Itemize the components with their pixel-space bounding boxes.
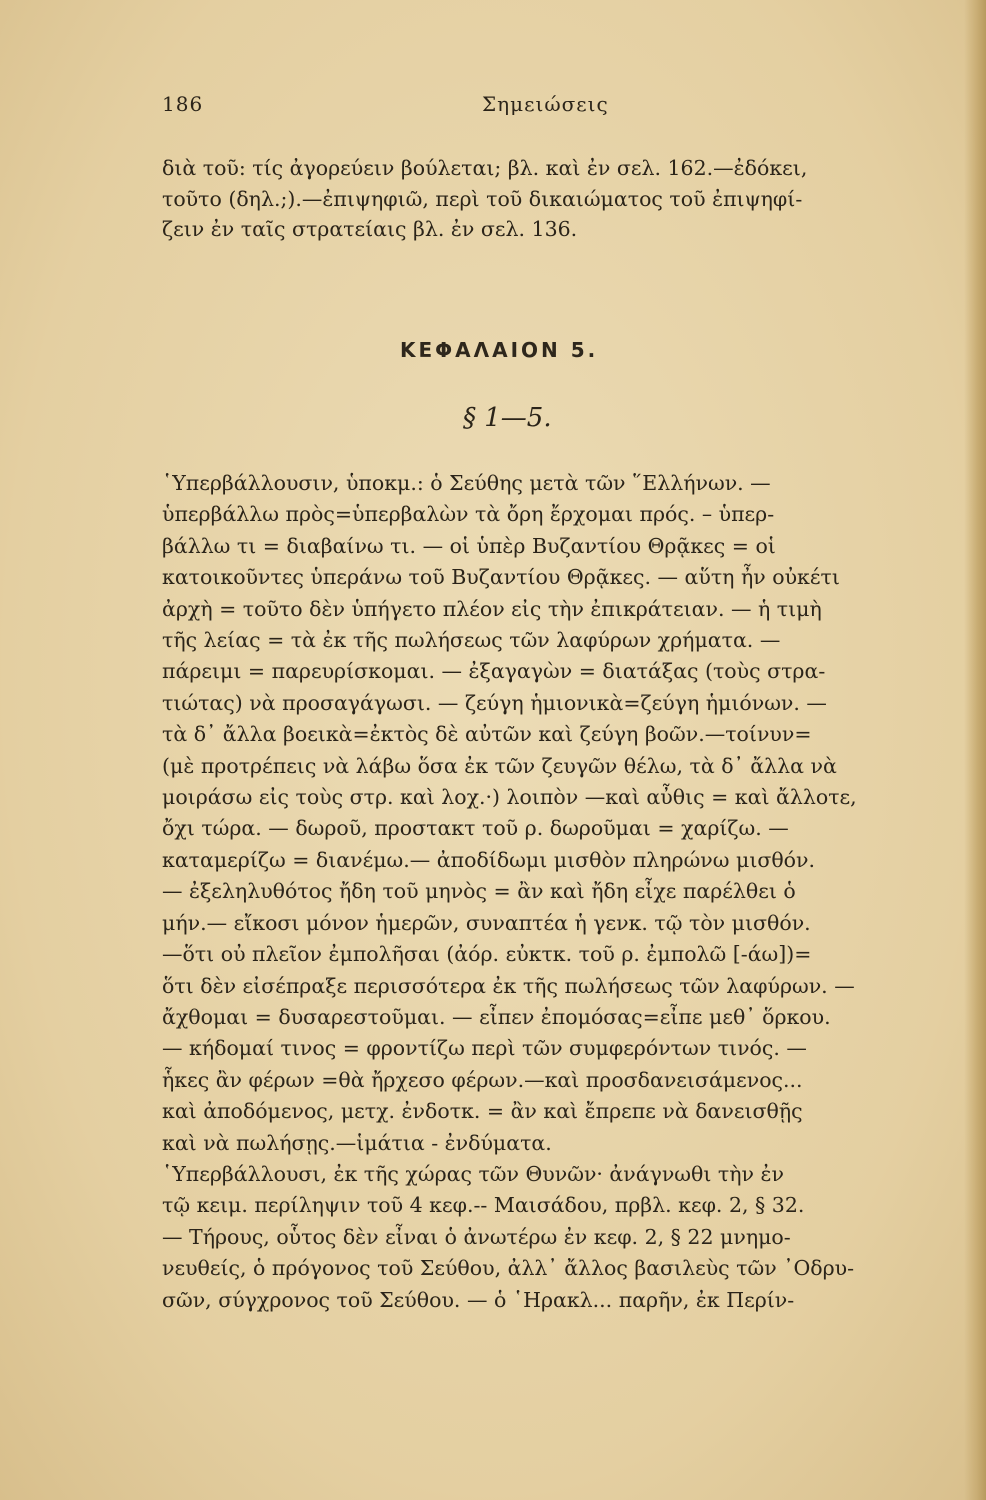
text-line: — ἐξεληλυθότος ἤδη τοῦ μηνὸς = ἂν καὶ ἤδη εἶχε παρέλθει ὁ xyxy=(162,879,796,904)
text-line: ῾Υπερβάλλουσιν, ὑποκμ.: ὁ Σεύθης μετὰ τῶν ῞Ελλήνων. — xyxy=(162,471,771,495)
text-line: (μὲ προτρέπεις νὰ λάβω ὅσα ἐκ τῶν ζευγῶν θέλω, τὰ δ᾽ ἄλλα νὰ xyxy=(162,753,837,778)
text-line: ῾Υπερβάλλουσι, ἐκ τῆς χώρας τῶν Θυνῶν· ἀνάγνωθι τὴν ἐν xyxy=(162,1161,784,1186)
text-line: τιώτας) νὰ προσαγάγωσι. — ζεύγη ἡμιονικὰ=ζεύγη ἡμιόνων. — xyxy=(162,690,827,715)
text-line: ὄχι τώρα. — δωροῦ, προστακτ τοῦ ρ. δωροῦμαι = χαρίζω. — xyxy=(162,816,789,841)
running-head: Σημειώσεις xyxy=(482,92,609,116)
page-number: 186 xyxy=(162,92,204,116)
text-line: τὰ δ᾽ ἄλλα βοεικὰ=ἐκτὸς δὲ αὐτῶν καὶ ζεύγη βοῶν.—τοίνυν= xyxy=(162,722,812,747)
page-edge xyxy=(964,0,986,1500)
section-title: § 1—5. xyxy=(463,403,552,433)
text-line: τῷ κειμ. περίληψιν τοῦ 4 κεφ.-- Μαισάδου, πρβλ. κεφ. 2, § 32. xyxy=(162,1193,805,1218)
text-line: τοῦτο (δηλ.;).—ἐπιψηφιῶ, περὶ τοῦ δικαιώματος τοῦ ἐπιψηφί- xyxy=(162,186,803,211)
page-header xyxy=(162,92,937,124)
text-line: διὰ τοῦ: τίς ἀγορεύειν βούλεται; βλ. καὶ ἐν σελ. 162.—ἐδόκει, xyxy=(162,156,808,180)
text-line: καὶ ἀποδόμενος, μετχ. ἐνδοτκ. = ἂν καὶ ἔπρεπε νὰ δανεισθῇς xyxy=(162,1099,803,1124)
text-line: πάρειμι = παρευρίσκομαι. — ἐξαγαγὼν = διατάξας (τοὺς στρα- xyxy=(162,659,826,684)
notes-body xyxy=(162,468,940,1316)
text-line: μήν.— εἴκοσι μόνον ἡμερῶν, συναπτέα ἡ γενκ. τῷ τὸν μισθόν. xyxy=(162,910,811,935)
intro-paragraph xyxy=(162,153,940,245)
text-line: κατοικοῦντες ὑπεράνω τοῦ Βυζαντίου Θρᾷκες. — αὕτη ἦν οὐκέτι xyxy=(162,565,840,590)
text-line: — Τήρους, οὗτος δὲν εἶναι ὁ ἀνωτέρω ἐν κεφ. 2, § 22 μνημο- xyxy=(162,1224,791,1249)
text-line: —ὅτι οὐ πλεῖον ἐμπολῆσαι (ἀόρ. εὐκτκ. τοῦ ρ. ἐμπολῶ [-άω])= xyxy=(162,942,812,967)
text-line: μοιράσω εἰς τοὺς στρ. καὶ λοχ.·) λοιπὸν —καὶ αὖθις = καὶ ἄλλοτε, xyxy=(162,785,857,810)
text-line: καταμερίζω = διανέμω.— ἀποδίδωμι μισθὸν πληρώνω μισθόν. xyxy=(162,847,816,872)
text-line: ὅτι δὲν εἰσέπραξε περισσότερα ἐκ τῆς πωλήσεως τῶν λαφύρων. — xyxy=(162,973,855,998)
text-line: νευθείς, ὁ πρόγονος τοῦ Σεύθου, ἀλλ᾽ ἄλλος βασιλεὺς τῶν ᾽Οδρυ- xyxy=(162,1256,855,1281)
text-line: ἧκες ἂν φέρων =θὰ ἤρχεσο φέρων.—καὶ προσδανεισάμενος... xyxy=(162,1067,803,1092)
text-line: βάλλω τι = διαβαίνω τι. — οἱ ὑπὲρ Βυζαντίου Θρᾷκες = οἱ xyxy=(162,533,776,558)
chapter-title: ΚΕΦΑΛΑΙΟΝ 5. xyxy=(400,338,599,362)
text-line: ἄχθομαι = δυσαρεστοῦμαι. — εἶπεν ἐπομόσας=εἶπε μεθ᾽ ὅρκου. xyxy=(162,1004,831,1029)
text-line: — κήδομαί τινος = φροντίζω περὶ τῶν συμφερόντων τινός. — xyxy=(162,1036,807,1061)
text-line: ἀρχὴ = τοῦτο δὲν ὑπήγετο πλέον εἰς τὴν ἐπικράτειαν. — ἡ τιμὴ xyxy=(162,596,822,621)
text-line: τῆς λείας = τὰ ἐκ τῆς πωλήσεως τῶν λαφύρων χρήματα. — xyxy=(162,628,781,653)
text-line: καὶ νὰ πωλήσῃς.—ἱμάτια - ἐνδύματα. xyxy=(162,1130,552,1155)
text-line: ζειν ἐν ταῖς στρατείαις βλ. ἐν σελ. 136. xyxy=(162,217,578,241)
text-line: σῶν, σύγχρονος τοῦ Σεύθου. — ὁ ῾Ηρακλ... παρῆν, ἐκ Περίν- xyxy=(162,1287,795,1312)
text-line: ὑπερβάλλω πρὸς=ὑπερβαλὼν τὰ ὄρη ἔρχομαι πρός. – ὑπερ- xyxy=(162,502,775,527)
